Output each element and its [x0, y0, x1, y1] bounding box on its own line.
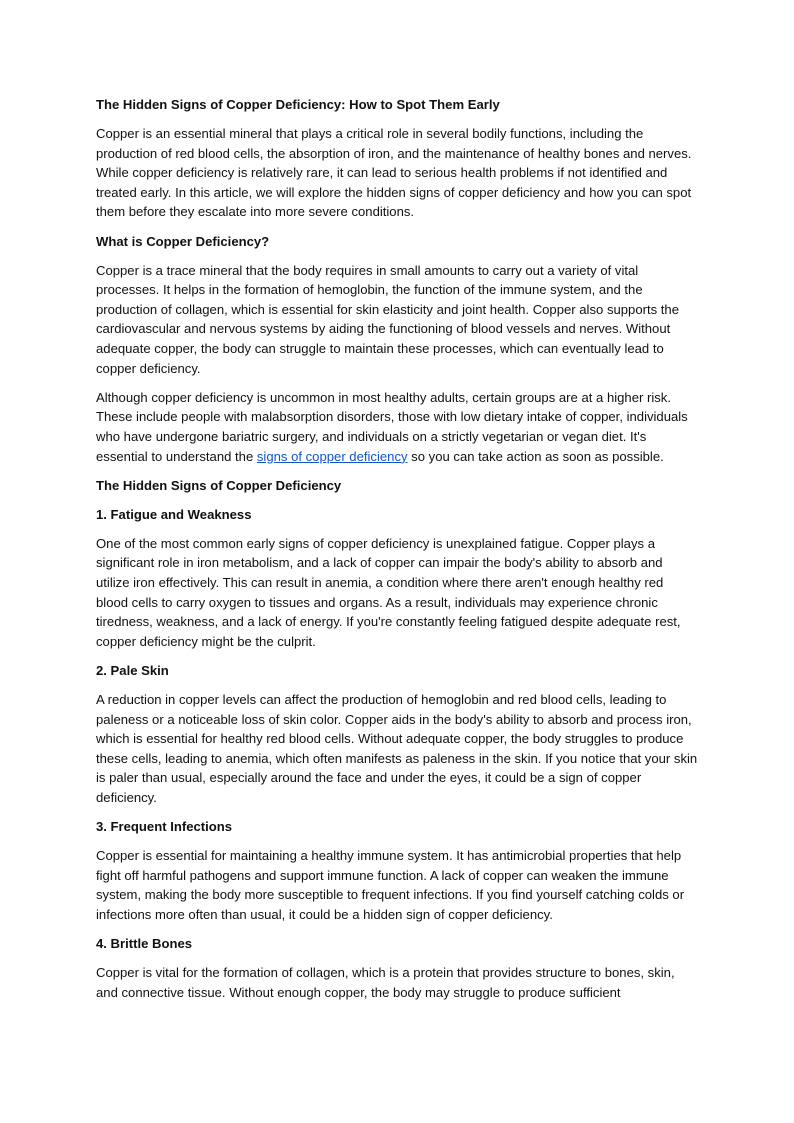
- sign-paragraph: Copper is essential for maintaining a healthy immune system. It has antimicrobial properties that help fight off harmful pathogens and support immune function. A lack of copper can weaken the immune system, making the body more susceptible to frequent infections. If you find yourself catching colds or infections more often than usual, it could be a hidden sign of copper deficiency.: [96, 848, 685, 922]
- intro-paragraph: Copper is an essential mineral that plays a critical role in several bodily functions, including the production of red blood cells, the absorption of iron, and the maintenance of healthy bones and nerves. While copper deficiency is relatively rare, it can lead to serious health problems if not identified and treated early. In this article, we will explore the hidden signs of copper deficiency and how you can spot them before they escalate into more severe conditions.: [96, 126, 692, 220]
- document-title: The Hidden Signs of Copper Deficiency: How to Spot Them Early: [96, 97, 500, 112]
- what-is-paragraph-1: Copper is a trace mineral that the body requires in small amounts to carry out a variety of vital processes. It helps in the formation of hemoglobin, the function of the immune system, and the production of collagen, which is essential for skin elasticity and joint health. Copper also supports the cardiovascular and nervous systems by aiding the functioning of blood vessels and nerves. Without adequate copper, the body can struggle to maintain these processes, which can eventually lead to copper deficiency.: [96, 262, 679, 376]
- sign-heading: 1. Fatigue and Weakness: [96, 506, 252, 522]
- sign-paragraph: A reduction in copper levels can affect the production of hemoglobin and red blood cells, leading to paleness or a noticeable loss of skin color. Copper aids in the body's ability to absorb and process iron, which is essential for healthy red blood cells. Without adequate copper, the body struggles to produce these cells, leading to anemia, which often manifests as paleness in the skin. If you notice that your skin is paler than usual, especially around the face and under the eyes, it could be a sign of copper deficiency.: [96, 691, 698, 805]
- paragraph-text: so you can take action as soon as possible.: [407, 448, 664, 464]
- what-is-paragraph-2: [96, 388, 698, 466]
- sign-heading: 4. Brittle Bones: [96, 935, 193, 951]
- what-is-heading: What is Copper Deficiency?: [96, 233, 270, 249]
- sign-heading: 2. Pale Skin: [96, 662, 169, 678]
- paragraph-text: Although copper deficiency is uncommon in most healthy adults, certain groups are at a higher risk. These include people with malabsorption disorders, those with low dietary intake of copper, individuals who have undergone bariatric surgery, and individuals on a strictly vegetarian or vegan diet. It's essential to understand the: [96, 389, 688, 464]
- signs-of-copper-deficiency-link[interactable]: signs of copper deficiency: [256, 448, 408, 464]
- sign-paragraph: Copper is vital for the formation of collagen, which is a protein that provides structure to bones, skin, and connective tissue. Without enough copper, the body may struggle to produce sufficient: [96, 965, 675, 1000]
- sign-paragraph: One of the most common early signs of copper deficiency is unexplained fatigue. Copper plays a significant role in iron metabolism, and a lack of copper can impair the body's ability to absorb and utilize iron effectively. This can result in anemia, a condition where there aren't enough healthy red blood cells to carry oxygen to tissues and organs. As a result, individuals may experience chronic tiredness, weakness, and a lack of energy. If you're constantly feeling fatigued despite adequate rest, copper deficiency might be the culprit.: [96, 535, 681, 649]
- sign-heading: 3. Frequent Infections: [96, 819, 233, 834]
- signs-heading: The Hidden Signs of Copper Deficiency: [96, 477, 342, 493]
